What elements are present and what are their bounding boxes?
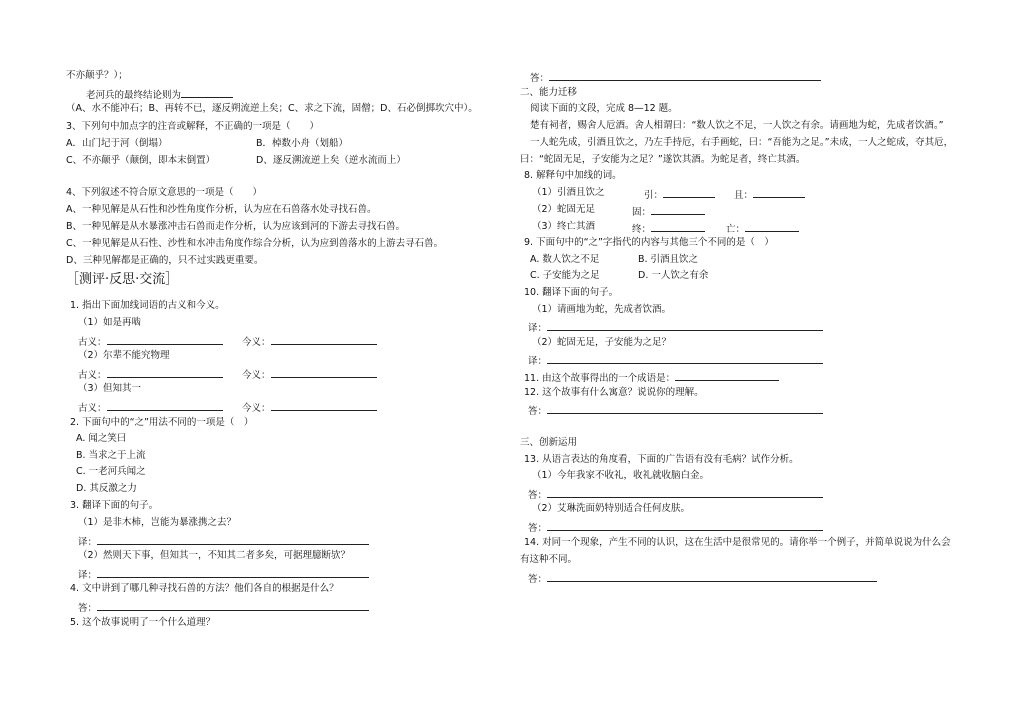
q12-stem: 12. 这个故事有什么寓意？说说你的理解。 [524, 387, 704, 398]
q11-stem: 11. 由这个故事得出的一个成语是： [524, 371, 779, 384]
t3-item-1: （1）是非木柿，岂能为暴涨携之去？ [78, 517, 237, 528]
t1-item-2: （2）尔辈不能究物理 [78, 350, 170, 361]
answer-blank[interactable] [107, 335, 223, 345]
translation-row: 译： [528, 354, 823, 367]
jin-yi-row: 今义： [242, 335, 377, 348]
answer-blank[interactable] [97, 535, 369, 545]
gu-yi-row: 古义： [78, 401, 223, 414]
translation-row: 译： [528, 321, 823, 334]
q4-option-c: C、一种见解是从石性、沙性和水冲击角度作综合分析，认为应到兽落水的上游去寻石兽。 [66, 238, 444, 249]
passage-line-1: 楚有祠者，赐舍人卮酒。舍人相谓曰：“数人饮之不足，一人饮之有余。请画地为蛇，先成者饮酒。” [530, 120, 944, 131]
answer-row: 答： [528, 404, 823, 417]
answer-blank[interactable] [651, 205, 705, 215]
answer-blank[interactable] [97, 568, 369, 578]
answer-blank[interactable] [107, 401, 223, 411]
q10-item-2: （2）蛇固无足，子安能为之足？ [532, 337, 672, 348]
q10-item-1: （1）请画地为蛇，先成者饮酒。 [532, 304, 672, 315]
q9-option-b: B. 引酒且饮之 [638, 254, 699, 265]
t1-item-3: （3）但知其一 [78, 383, 142, 394]
q8-item-1: （1）引酒且饮之 [532, 187, 605, 198]
t2-option-b: B. 当求之于上流 [76, 450, 146, 461]
section-title: ［测评·反思·交流］ [66, 272, 179, 287]
q13-item-1: （1）今年我家不收礼，收礼就收脑白金。 [532, 470, 710, 481]
answer-blank[interactable] [547, 354, 823, 364]
gu-yi-row: 古义： [78, 368, 223, 381]
q2-stem: 老河兵的最终结论则为 [86, 88, 233, 101]
answer-blank[interactable] [271, 335, 377, 345]
q14-stem-line-1: 14. 对同一个现象，产生不同的认识，这在生活中是很常见的。请你举一个例子，并简单说说为什么会 [524, 537, 951, 548]
q8-item-3-blank-a: 终： [632, 222, 705, 235]
q13-stem: 13. 从语言表达的角度看，下面的广告语有没有毛病？试作分析。 [524, 454, 799, 465]
answer-blank[interactable] [675, 371, 779, 381]
section-2-title: 二、能力迁移 [520, 87, 578, 98]
q14-stem-line-2: 有这种不同。 [520, 554, 578, 565]
q8-item-2-blank: 固： [632, 205, 705, 218]
q8-stem: 8. 解释句中加线的词。 [524, 170, 622, 181]
q8-item-1-blank-b: 且： [734, 188, 805, 201]
t2-stem: 2. 下面句中的“之”用法不同的一项是（ ） [70, 417, 254, 428]
q9-stem: 9. 下面句中的“之”字指代的内容与其他三个不同的是（ ） [524, 237, 774, 248]
q10-stem: 10. 翻译下面的句子。 [524, 287, 619, 298]
answer-blank[interactable] [181, 88, 233, 98]
t3-item-2: （2）然则天下事，但知其一，不知其二者多矣，可据理臆断欤？ [78, 550, 351, 561]
reading-intro: 阅读下面的文段，完成 8—12 题。 [530, 103, 678, 114]
t2-option-c: C. 一老河兵闻之 [76, 466, 146, 477]
answer-row: 答： [530, 71, 821, 84]
t5-stem: 5. 这个故事说明了一个什么道理？ [70, 617, 216, 628]
q8-item-2: （2）蛇固无足 [532, 204, 596, 215]
q2-tail: 不亦颠乎？）； [66, 70, 128, 81]
t2-option-d: D. 其反激之力 [76, 483, 137, 494]
jin-yi-row: 今义： [242, 368, 377, 381]
answer-blank[interactable] [547, 572, 877, 582]
answer-row: 答： [78, 601, 369, 614]
q3-option-b: B．棹数小舟（划船） [256, 138, 349, 149]
t3-stem: 3. 翻译下面的句子。 [70, 500, 159, 511]
q4-option-b: B、一种见解是从水暴涨冲击石兽而走作分析，认为应该到河的下游去寻找石兽。 [66, 221, 406, 232]
q8-item-3-blank-b: 亡： [726, 222, 799, 235]
answer-blank[interactable] [753, 188, 805, 198]
answer-blank[interactable] [271, 401, 377, 411]
answer-row: 答： [528, 488, 823, 501]
q3-stem: 3、下列句中加点字的注音或解释，不正确的一项是（ ） [66, 121, 320, 132]
t1-stem: 1. 指出下面加线词语的古义和今义。 [70, 300, 225, 311]
passage-line-3: 曰：“蛇固无足，子安能为之足？”遂饮其酒。为蛇足者，终亡其酒。 [520, 154, 806, 165]
answer-blank[interactable] [547, 404, 823, 414]
gu-yi-row: 古义： [78, 335, 223, 348]
q9-option-d: D. 一人饮之有余 [638, 270, 709, 281]
answer-blank[interactable] [97, 601, 369, 611]
answer-blank[interactable] [547, 521, 823, 531]
answer-blank[interactable] [745, 222, 799, 232]
translation-row: 译： [78, 568, 369, 581]
q4-stem: 4、下列叙述不符合原文意思的一项是（ ） [66, 187, 263, 198]
q4-option-d: D、三种见解都是正确的，只不过实践更重要。 [66, 255, 264, 266]
answer-blank[interactable] [547, 488, 823, 498]
q2-options: （A、水不能冲石；B、再转不已，逐反朔流逆上矣；C、求之下流，固僧；D、石必倒掷坎穴中）。 [66, 103, 478, 114]
passage-line-2: 一人蛇先成，引酒且饮之，乃左手持卮，右手画蛇，曰：“吾能为之足。”未成，一人之蛇成，夺其卮， [530, 137, 954, 148]
jin-yi-row: 今义： [242, 401, 377, 414]
t4-stem: 4. 文中讲到了哪几种寻找石兽的方法？他们各自的根据是什么？ [70, 583, 339, 594]
q9-option-c: C. 子安能为之足 [530, 270, 600, 281]
answer-blank[interactable] [271, 368, 377, 378]
answer-blank[interactable] [651, 222, 705, 232]
q3-option-d: D、逐反溯流逆上矣（逆水流而上） [256, 155, 406, 166]
section-3-title: 三、创新运用 [520, 437, 578, 448]
translation-row: 译： [78, 535, 369, 548]
q4-option-a: A、一种见解是从石性和沙性角度作分析，认为应在石兽落水处寻找石兽。 [66, 204, 377, 215]
q3-option-c: C、不亦颠乎（颠倒，即本末倒置） [66, 155, 216, 166]
t2-option-a: A. 闻之笑曰 [76, 433, 127, 444]
answer-blank[interactable] [663, 188, 715, 198]
answer-row: 答： [528, 521, 823, 534]
q8-item-3: （3）终亡其酒 [532, 221, 596, 232]
t1-item-1: （1）如是再啮 [78, 317, 142, 328]
q3-option-a: A．山门圮于河（倒塌） [66, 138, 168, 149]
q9-option-a: A. 数人饮之不足 [530, 254, 600, 265]
q8-item-1-blank-a: 引： [644, 188, 715, 201]
answer-blank[interactable] [549, 71, 821, 81]
answer-row: 答： [528, 572, 877, 585]
answer-blank[interactable] [547, 321, 823, 331]
answer-blank[interactable] [107, 368, 223, 378]
q13-item-2: （2）艾琳洗面奶特别适合任何皮肤。 [532, 503, 691, 514]
